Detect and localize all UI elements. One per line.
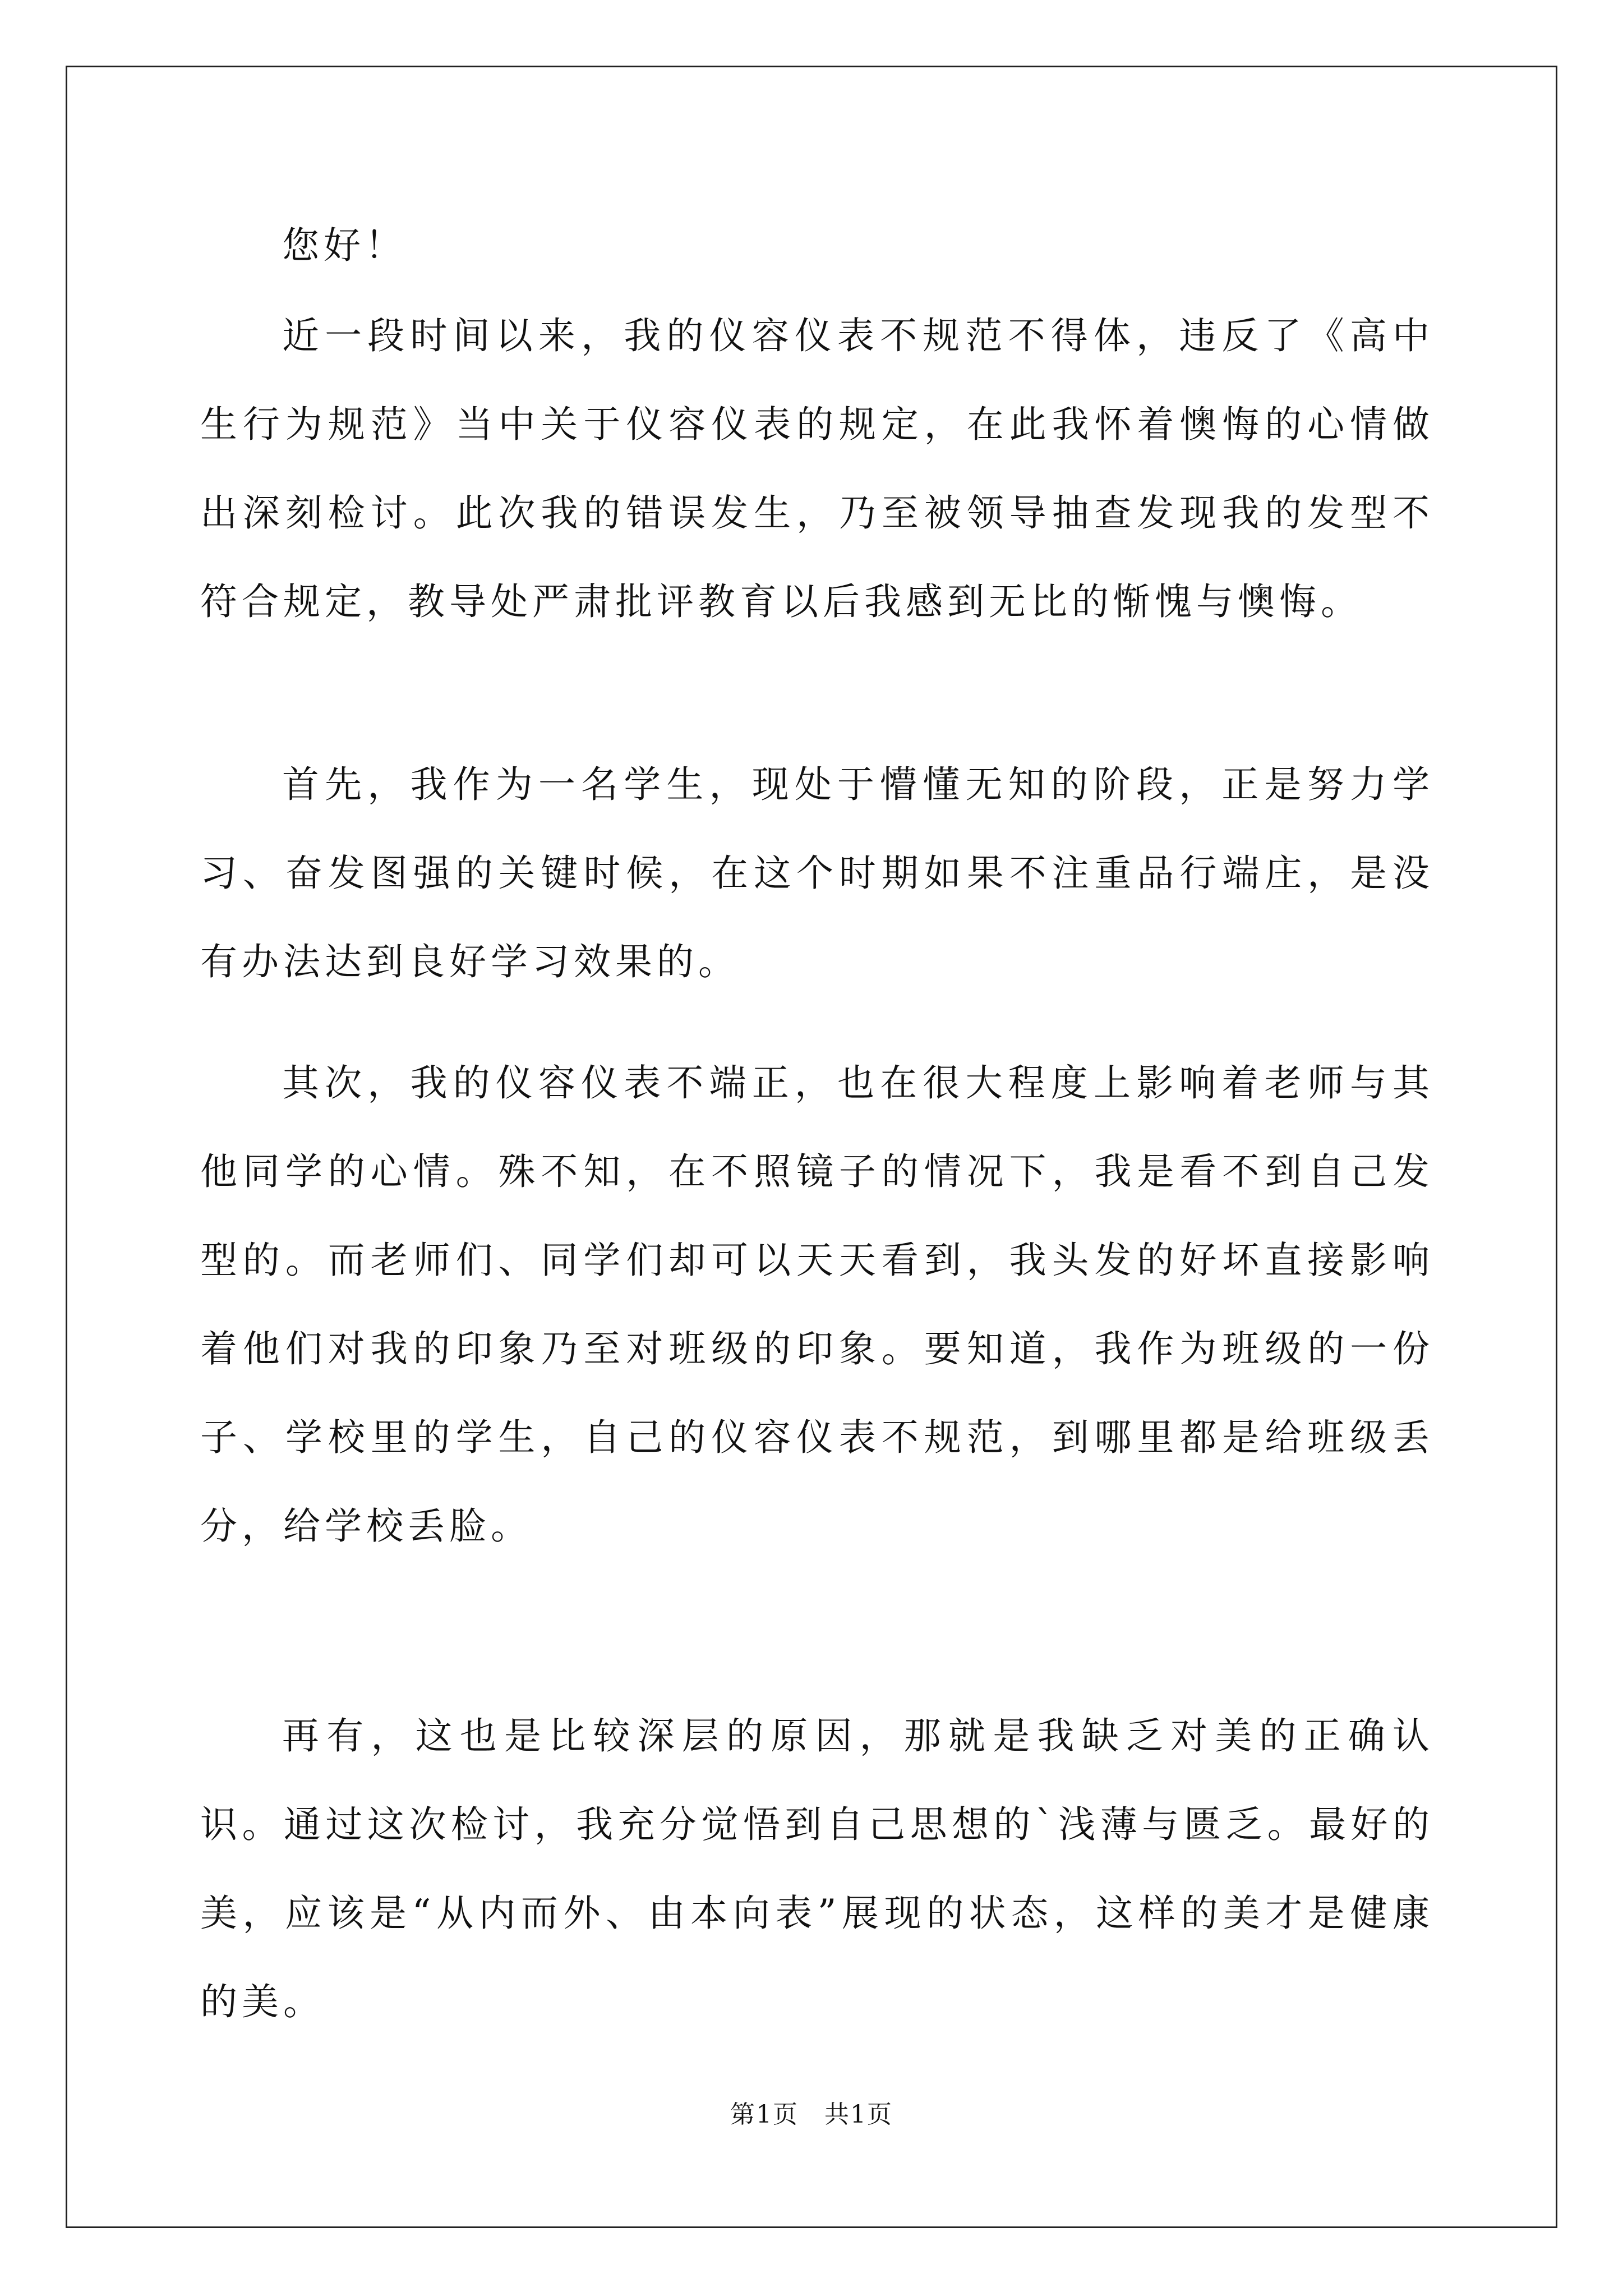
paragraph-2: 首先，我作为一名学生，现处于懵懂无知的阶段，正是努力学习、奋发图强的关键时候，在这个时期如果不注重品行端庄，是没有办法达到良好学习效果的。 — [200, 763, 1434, 983]
letter-body — [200, 292, 1434, 646]
letter-body-4 — [200, 1692, 1434, 2046]
letter-body-2 — [200, 740, 1434, 1006]
paragraph-1: 近一段时间以来，我的仪容仪表不规范不得体，违反了《高中生行为规范》当中关于仪容仪表的规定，在此我怀着懊悔的心情做出深刻检讨。此次我的错误发生，乃至被领导抽查发现我的发型不符合规定，教导处严肃批评教育以后我感到无比的惭愧与懊悔。 — [200, 314, 1434, 623]
letter-body-3 — [200, 1039, 1434, 1571]
paragraph-4: 再有，这也是比较深层的原因，那就是我缺乏对美的正确认识。通过这次检讨，我充分觉悟到自己思想的`浅薄与匮乏。最好的美，应该是“从内而外、由本向表”展现的状态，这样的美才是健康的美。 — [200, 1714, 1434, 2023]
paragraph-3: 其次，我的仪容仪表不端正，也在很大程度上影响着老师与其他同学的心情。殊不知，在不照镜子的情况下，我是看不到自己发型的。而老师们、同学们却可以天天看到，我头发的好坏直接影响着他们对我的印象乃至对班级的印象。要知道，我作为班级的一份子、学校里的学生，自己的仪容仪表不规范，到哪里都是给班级丢分，给学校丢脸。 — [200, 1061, 1434, 1548]
greeting: 您好！ — [282, 224, 407, 267]
page-number-footer: 第1页 共1页 — [730, 2100, 893, 2129]
